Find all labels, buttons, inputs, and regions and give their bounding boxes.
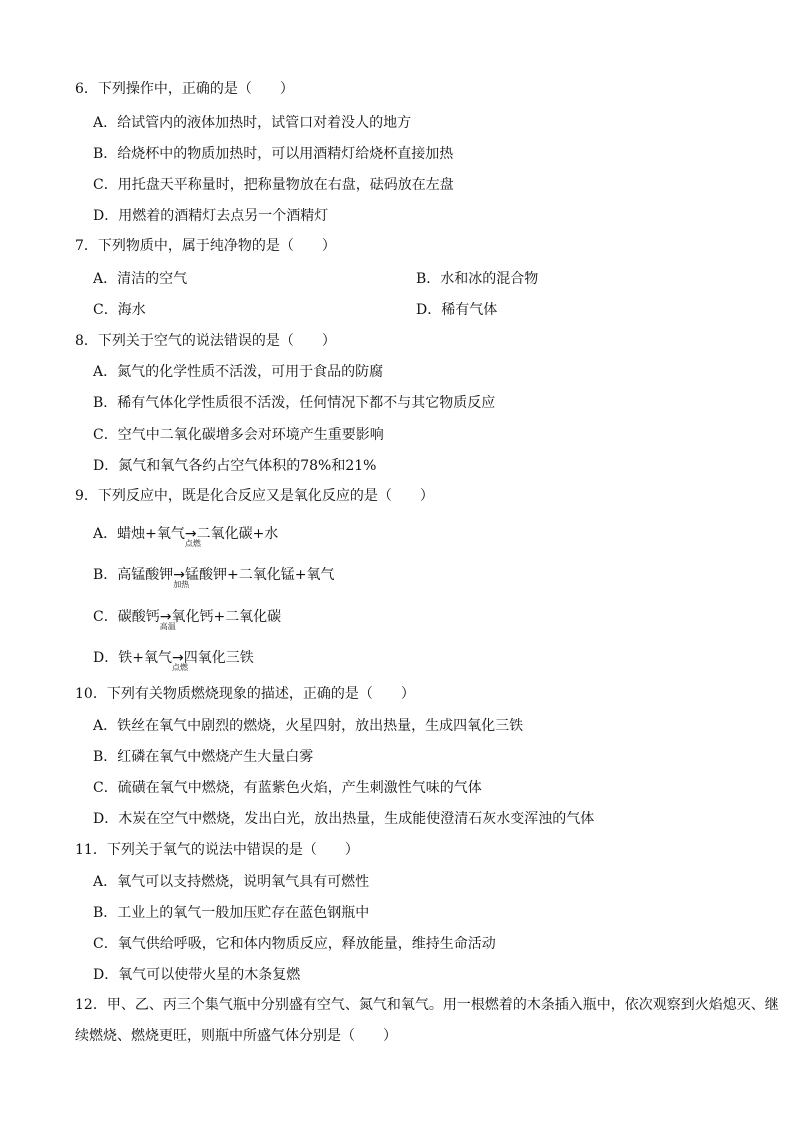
reaction-products: 氧化钙+二氧化碳 (171, 609, 282, 625)
arrow-icon: → (159, 609, 172, 625)
question-9-option-b (93, 566, 335, 589)
question-8-option-d: D．氮气和氧气各约占空气体积的78%和21% (93, 458, 377, 474)
reaction-arrow (159, 608, 176, 631)
question-11-option-d: D．氧气可以使带火星的木条复燃 (93, 967, 301, 983)
question-7-option-d: D．稀有气体 (416, 302, 498, 318)
question-8-option-a: A．氮气的化学性质不活泼，可用于食品的防腐 (93, 364, 384, 380)
reaction-reactants: D．铁+氧气 (93, 650, 172, 666)
reaction-condition: 点燃 (184, 539, 201, 548)
arrow-icon: → (171, 650, 184, 666)
reaction-condition: 加热 (173, 580, 190, 589)
question-7-option-a: A．清洁的空气 (93, 271, 188, 287)
reaction-products: 四氧化三铁 (183, 650, 254, 666)
question-11-stem: 11．下列关于氧气的说法中错误的是（ ） (75, 842, 359, 858)
question-9-option-a (93, 525, 279, 548)
question-11-option-b: B．工业上的氧气一般加压贮存在蓝色钢瓶中 (93, 905, 370, 921)
question-10-option-b: B．红磷在氧气中燃烧产生大量白雾 (93, 749, 314, 765)
question-11-option-a: A．氧气可以支持燃烧，说明氧气具有可燃性 (93, 874, 370, 890)
question-10-option-c: C．硫磺在氧气中燃烧，有蓝紫色火焰，产生刺激性气味的气体 (93, 780, 482, 796)
question-6-stem: 6．下列操作中，正确的是（ ） (75, 81, 294, 97)
question-6-option-d: D．用燃着的酒精灯去点另一个酒精灯 (93, 208, 329, 224)
arrow-icon: → (173, 567, 186, 583)
reaction-reactants: A．蜡烛+氧气 (93, 526, 185, 542)
question-9-stem: 9．下列反应中，既是化合反应又是氧化反应的是（ ） (75, 488, 434, 504)
reaction-arrow (184, 525, 201, 548)
question-10-option-d: D．木炭在空气中燃烧，发出白光，放出热量，生成能使澄清石灰水变浑浊的气体 (93, 811, 595, 827)
reaction-arrow (171, 649, 188, 672)
reaction-products: 锰酸钾+二氧化锰+氧气 (185, 567, 335, 583)
question-6-option-b: B．给烧杯中的物质加热时，可以用酒精灯给烧杯直接加热 (93, 146, 454, 162)
question-9-option-d (93, 649, 254, 672)
question-11-option-c: C．氧气供给呼吸，它和体内物质反应，释放能量，维持生命活动 (93, 936, 496, 952)
question-7-stem: 7．下列物质中，属于纯净物的是（ ） (75, 238, 336, 254)
question-7-option-c: C．海水 (93, 302, 146, 318)
question-8-option-c: C．空气中二氧化碳增多会对环境产生重要影响 (93, 427, 384, 443)
question-6-option-a: A．给试管内的液体加热时，试管口对着没人的地方 (93, 115, 412, 131)
question-8-stem: 8．下列关于空气的说法错误的是（ ） (75, 333, 336, 349)
question-6-option-c: C．用托盘天平称量时，把称量物放在右盘，砝码放在左盘 (93, 177, 454, 193)
arrow-icon: → (184, 526, 197, 542)
question-9-option-c (93, 608, 282, 631)
question-10-option-a: A．铁丝在氧气中剧烈的燃烧，火星四射，放出热量，生成四氧化三铁 (93, 718, 524, 734)
reaction-arrow (173, 566, 190, 589)
reaction-products: 二氧化碳+水 (196, 526, 279, 542)
question-7-option-b: B．水和冰的混合物 (416, 271, 539, 287)
question-8-option-b: B．稀有气体化学性质很不活泼，任何情况下都不与其它物质反应 (93, 395, 496, 411)
question-10-stem: 10．下列有关物质燃烧现象的描述，正确的是（ ） (75, 686, 415, 702)
reaction-reactants: C．碳酸钙 (93, 609, 160, 625)
reaction-condition: 高温 (159, 622, 176, 631)
reaction-reactants: B．高锰酸钾 (93, 567, 174, 583)
question-12-stem: 12．甲、乙、丙三个集气瓶中分别盛有空气、氮气和氧气。用一根燃着的木条插入瓶中，依次观察到火焰熄灭、继续燃烧、燃烧更旺，则瓶中所盛气体分别是（ ） (75, 997, 779, 1044)
reaction-condition: 点燃 (171, 663, 188, 672)
